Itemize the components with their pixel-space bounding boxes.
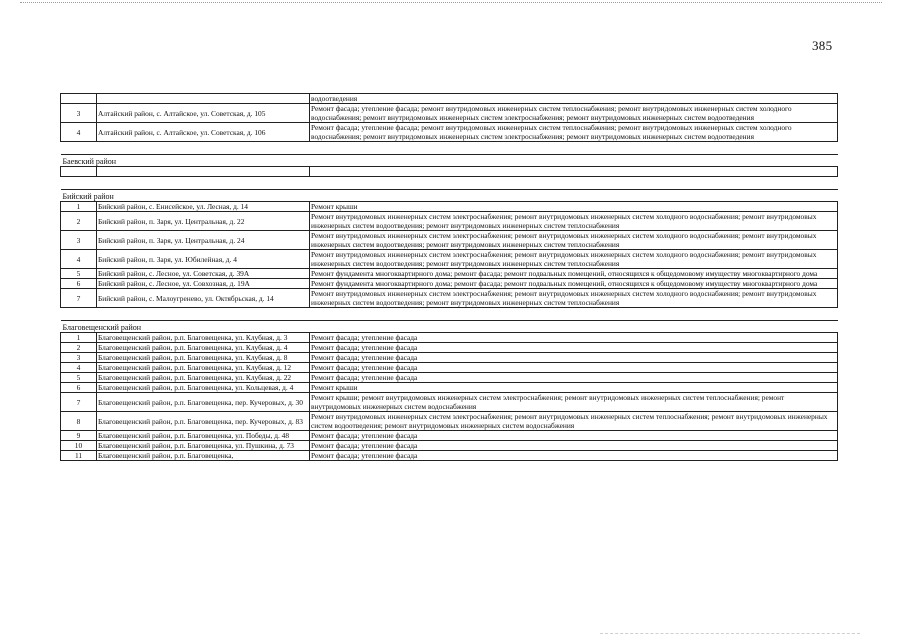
row-works: Ремонт крыши; ремонт внутридомовых инженерных систем электроснабжения; ремонт внутридомовых инженерных систем теплоснабжения; ремонт внутридомовых инженерных систем водоснабжения — [310, 393, 838, 412]
row-number: 1 — [61, 202, 97, 212]
row-number: 4 — [61, 123, 97, 142]
table-row — [61, 441, 838, 451]
row-address — [97, 94, 310, 104]
section-gap — [61, 142, 838, 155]
row-works: Ремонт внутридомовых инженерных систем электроснабжения; ремонт внутридомовых инженерных систем холодного водоснабжения; ремонт внутридомовых инженерных систем водоотведения; ремонт внутридомовых инженерных систем теплоснабжения — [310, 289, 838, 308]
works-table — [60, 93, 838, 461]
row-number — [61, 94, 97, 104]
table-row — [61, 333, 838, 343]
district-heading-row — [61, 190, 838, 202]
row-works: Ремонт фасада; утепление фасада — [310, 353, 838, 363]
row-works: Ремонт фундамента многоквартирного дома; ремонт фасада; ремонт подвальных помещений, относящихся к общедомовому имуществу многоквартирного дома — [310, 279, 838, 289]
section-gap-cell — [61, 177, 838, 190]
row-number: 5 — [61, 269, 97, 279]
district-heading-row — [61, 155, 838, 167]
row-address: Благовещенский район, р.п. Благовещенка, — [97, 451, 310, 461]
section-gap — [61, 177, 838, 190]
row-works: Ремонт крыши — [310, 202, 838, 212]
table-row — [61, 431, 838, 441]
row-works: водоотведения — [310, 94, 838, 104]
row-number: 3 — [61, 353, 97, 363]
row-number: 5 — [61, 373, 97, 383]
row-works: Ремонт фасада; утепление фасада — [310, 431, 838, 441]
row-works: Ремонт крыши — [310, 383, 838, 393]
row-address: Благовещенский район, р.п. Благовещенка, пер. Кучеровых, д. 83 — [97, 412, 310, 431]
row-address: Бийский район, п. Заря, ул. Центральная, д. 24 — [97, 231, 310, 250]
row-address: Благовещенский район, р.п. Благовещенка, пер. Кучеровых, д. 30 — [97, 393, 310, 412]
row-address: Благовещенский район, р.п. Благовещенка, ул. Кольцевая, д. 4 — [97, 383, 310, 393]
table-row — [61, 289, 838, 308]
works-table-wrapper — [60, 93, 837, 461]
row-works: Ремонт фасада; утепление фасада — [310, 441, 838, 451]
row-address: Бийский район, с. Лесное, ул. Совхозная, д. 19А — [97, 279, 310, 289]
row-address: Бийский район, с. Лесное, ул. Советская, д. 39А — [97, 269, 310, 279]
row-address: Алтайский район, с. Алтайское, ул. Советская, д. 105 — [97, 104, 310, 123]
row-address: Благовещенский район, р.п. Благовещенка, ул. Победы, д. 48 — [97, 431, 310, 441]
district-heading: Бийский район — [61, 190, 838, 202]
row-number: 2 — [61, 343, 97, 353]
section-gap-cell — [61, 308, 838, 321]
table-row — [61, 343, 838, 353]
row-address: Алтайский район, с. Алтайское, ул. Советская, д. 106 — [97, 123, 310, 142]
table-row — [61, 363, 838, 373]
row-works: Ремонт фасада; утепление фасада — [310, 363, 838, 373]
row-number: 2 — [61, 212, 97, 231]
scan-top-rule — [20, 2, 882, 3]
row-address: Благовещенский район, р.п. Благовещенка, ул. Клубная, д. 3 — [97, 333, 310, 343]
district-heading: Благовещенский район — [61, 321, 838, 333]
row-number: 4 — [61, 250, 97, 269]
row-works — [310, 167, 838, 177]
row-works: Ремонт внутридомовых инженерных систем электроснабжения; ремонт внутридомовых инженерных систем теплоснабжения; ремонт внутридомовых инженерных систем водоотведения; ремонт внутридомовых инженерных систем водоснабжения — [310, 412, 838, 431]
row-works: Ремонт фасада; утепление фасада; ремонт внутридомовых инженерных систем теплоснабжения; ремонт внутридомовых инженерных систем холодного водоснабжения; ремонт внутридомовых инженерных систем электроснабжения; ремонт внутридомовых инженерных систем водоотведения — [310, 104, 838, 123]
table-row — [61, 373, 838, 383]
row-address: Благовещенский район, р.п. Благовещенка, ул. Клубная, д. 22 — [97, 373, 310, 383]
row-number: 7 — [61, 289, 97, 308]
section-gap — [61, 308, 838, 321]
district-heading: Баевский район — [61, 155, 838, 167]
row-number: 6 — [61, 383, 97, 393]
scan-bottom-artifact — [600, 633, 860, 634]
table-row — [61, 212, 838, 231]
row-number — [61, 167, 97, 177]
row-address: Бийский район, п. Заря, ул. Юбилейная, д. 4 — [97, 250, 310, 269]
row-address: Благовещенский район, р.п. Благовещенка, ул. Клубная, д. 4 — [97, 343, 310, 353]
table-row — [61, 269, 838, 279]
row-works: Ремонт внутридомовых инженерных систем электроснабжения; ремонт внутридомовых инженерных систем холодного водоснабжения; ремонт внутридомовых инженерных систем водоотведения; ремонт внутридомовых инженерных систем теплоснабжения — [310, 231, 838, 250]
row-number: 4 — [61, 363, 97, 373]
row-address — [97, 167, 310, 177]
row-works: Ремонт фасада; утепление фасада — [310, 373, 838, 383]
row-address: Бийский район, п. Заря, ул. Центральная, д. 22 — [97, 212, 310, 231]
table-row — [61, 383, 838, 393]
page-number: 385 — [812, 38, 833, 53]
table-row — [61, 353, 838, 363]
row-number: 9 — [61, 431, 97, 441]
row-number: 3 — [61, 231, 97, 250]
row-works: Ремонт фасада; утепление фасада; ремонт внутридомовых инженерных систем теплоснабжения; ремонт внутридомовых инженерных систем холодного водоснабжения; ремонт внутридомовых инженерных систем электроснабжения; ремонт внутридомовых инженерных систем водоотведения — [310, 123, 838, 142]
row-number: 10 — [61, 441, 97, 451]
row-number: 6 — [61, 279, 97, 289]
table-row — [61, 202, 838, 212]
row-address: Благовещенский район, р.п. Благовещенка, ул. Клубная, д. 12 — [97, 363, 310, 373]
district-heading-row — [61, 321, 838, 333]
row-works: Ремонт фасада; утепление фасада — [310, 333, 838, 343]
row-works: Ремонт фасада; утепление фасада — [310, 343, 838, 353]
row-works: Ремонт внутридомовых инженерных систем электроснабжения; ремонт внутридомовых инженерных систем холодного водоснабжения; ремонт внутридомовых инженерных систем водоотведения; ремонт внутридомовых инженерных систем теплоснабжения — [310, 212, 838, 231]
table-row — [61, 231, 838, 250]
table-row — [61, 393, 838, 412]
table-row — [61, 279, 838, 289]
table-row — [61, 167, 838, 177]
table-row — [61, 412, 838, 431]
row-works: Ремонт внутридомовых инженерных систем электроснабжения; ремонт внутридомовых инженерных систем холодного водоснабжения; ремонт внутридомовых инженерных систем водоотведения; ремонт внутридомовых инженерных систем теплоснабжения — [310, 250, 838, 269]
row-number: 3 — [61, 104, 97, 123]
table-row — [61, 451, 838, 461]
table-row — [61, 250, 838, 269]
table-row — [61, 104, 838, 123]
row-address: Бийский район, с. Малоугренево, ул. Октябрьская, д. 14 — [97, 289, 310, 308]
row-address: Благовещенский район, р.п. Благовещенка, ул. Пушкина, д. 73 — [97, 441, 310, 451]
row-number: 11 — [61, 451, 97, 461]
section-gap-cell — [61, 142, 838, 155]
row-address: Бийский район, с. Енисейское, ул. Лесная, д. 14 — [97, 202, 310, 212]
table-row — [61, 123, 838, 142]
row-works: Ремонт фундамента многоквартирного дома; ремонт фасада; ремонт подвальных помещений, относящихся к общедомовому имуществу многоквартирного дома — [310, 269, 838, 279]
table-row — [61, 94, 838, 104]
row-address: Благовещенский район, р.п. Благовещенка, ул. Клубная, д. 8 — [97, 353, 310, 363]
row-works: Ремонт фасада; утепление фасада — [310, 451, 838, 461]
works-table-body — [61, 94, 838, 461]
row-number: 8 — [61, 412, 97, 431]
row-number: 7 — [61, 393, 97, 412]
row-number: 1 — [61, 333, 97, 343]
